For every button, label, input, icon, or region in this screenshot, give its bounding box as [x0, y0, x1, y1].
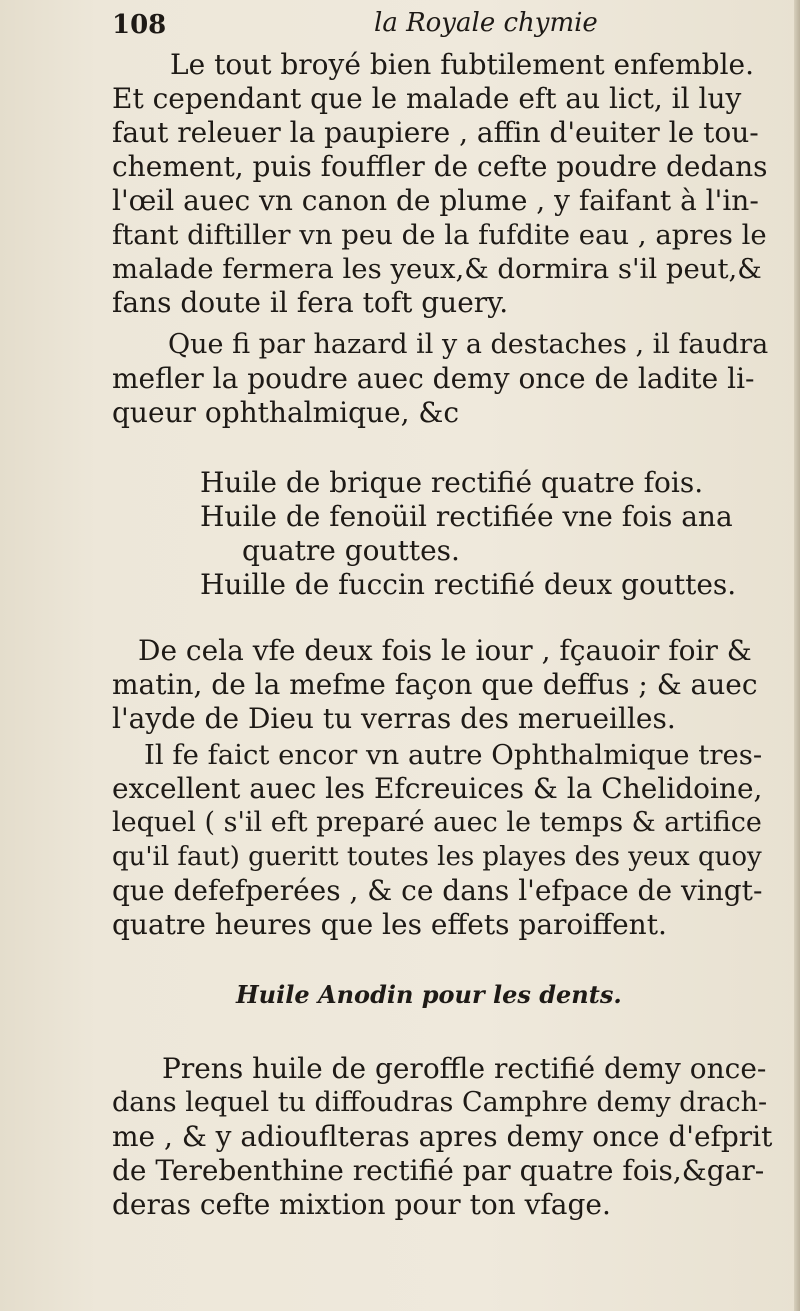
- text-line: Prens huile de geroffle rectifié demy once-: [162, 1052, 767, 1085]
- text-line: qu'il faut) gueritt toutes les playes des yeux quoy: [112, 842, 762, 872]
- text-line: Il fe faict encor vn autre Ophthalmique tres-: [144, 739, 763, 771]
- text-line: Et cependant que le malade eft au lict, il luy: [112, 82, 742, 115]
- recipe-line: Huile de fenoüil rectifiée vne fois ana: [200, 500, 733, 533]
- text-line: ftant diftiller vn peu de la fufdite eau , apres le: [112, 219, 767, 251]
- text-line: faut releuer la paupiere , affin d'euiter le tou-: [112, 116, 759, 149]
- recipe-line: Huile de brique rectifié quatre fois.: [200, 466, 704, 499]
- text-line: queur ophthalmique, &c: [112, 396, 460, 429]
- text-line: dans lequel tu diffoudras Camphre demy drach-: [112, 1087, 768, 1118]
- page-number: 108: [112, 10, 167, 40]
- text-line: chement, puis fouffler de cefte poudre dedans: [112, 150, 768, 183]
- recipe-list: [112, 466, 772, 602]
- text-line: matin, de la mefme façon que deffus ; & auec: [112, 668, 758, 701]
- text-line: me , & y adiouflteras apres demy once d'efprit: [112, 1120, 773, 1153]
- page-edge: [794, 0, 800, 1311]
- text-line: Que fi par hazard il y a destaches , il faudra: [168, 329, 769, 360]
- text-line: malade fermera les yeux,& dormira s'il peut,&: [112, 253, 762, 285]
- running-title: la Royale chymie: [374, 8, 598, 38]
- paragraph-3: [112, 634, 772, 736]
- paragraph-1: [112, 48, 772, 320]
- text-line: Le tout broyé bien fubtilement enfemble.: [170, 48, 754, 81]
- recipe-line: quatre gouttes.: [242, 534, 460, 567]
- text-line: excellent auec les Efcreuices & la Chelidoine,: [112, 772, 763, 805]
- paragraph-2: [112, 328, 772, 430]
- recipe-line: Huille de fuccin rectifié deux gouttes.: [200, 568, 737, 601]
- text-line: que defefperées , & ce dans l'efpace de vingt-: [112, 874, 763, 907]
- page-header: [112, 6, 652, 46]
- text-line: de Terebenthine rectifié par quatre fois,&gar-: [112, 1154, 765, 1187]
- text-line: mefler la poudre auec demy once de ladite li-: [112, 362, 755, 395]
- text-line: deras cefte mixtion pour ton vfage.: [112, 1188, 611, 1221]
- text-line: l'ayde de Dieu tu verras des merueilles.: [112, 702, 676, 735]
- section-title: Huile Anodin pour les dents.: [236, 980, 622, 1009]
- text-line: De cela vfe deux fois le iour , fçauoir foir &: [138, 634, 752, 667]
- text-line: quatre heures que les effets paroiffent.: [112, 908, 667, 941]
- paragraph-5: [112, 1052, 772, 1222]
- text-line: lequel ( s'il eft preparé auec le temps & artifice: [112, 807, 762, 838]
- text-line: l'œil auec vn canon de plume , y faifant à l'in-: [112, 184, 759, 217]
- text-line: fans doute il fera toft guery.: [112, 286, 509, 319]
- paragraph-4: [112, 738, 772, 942]
